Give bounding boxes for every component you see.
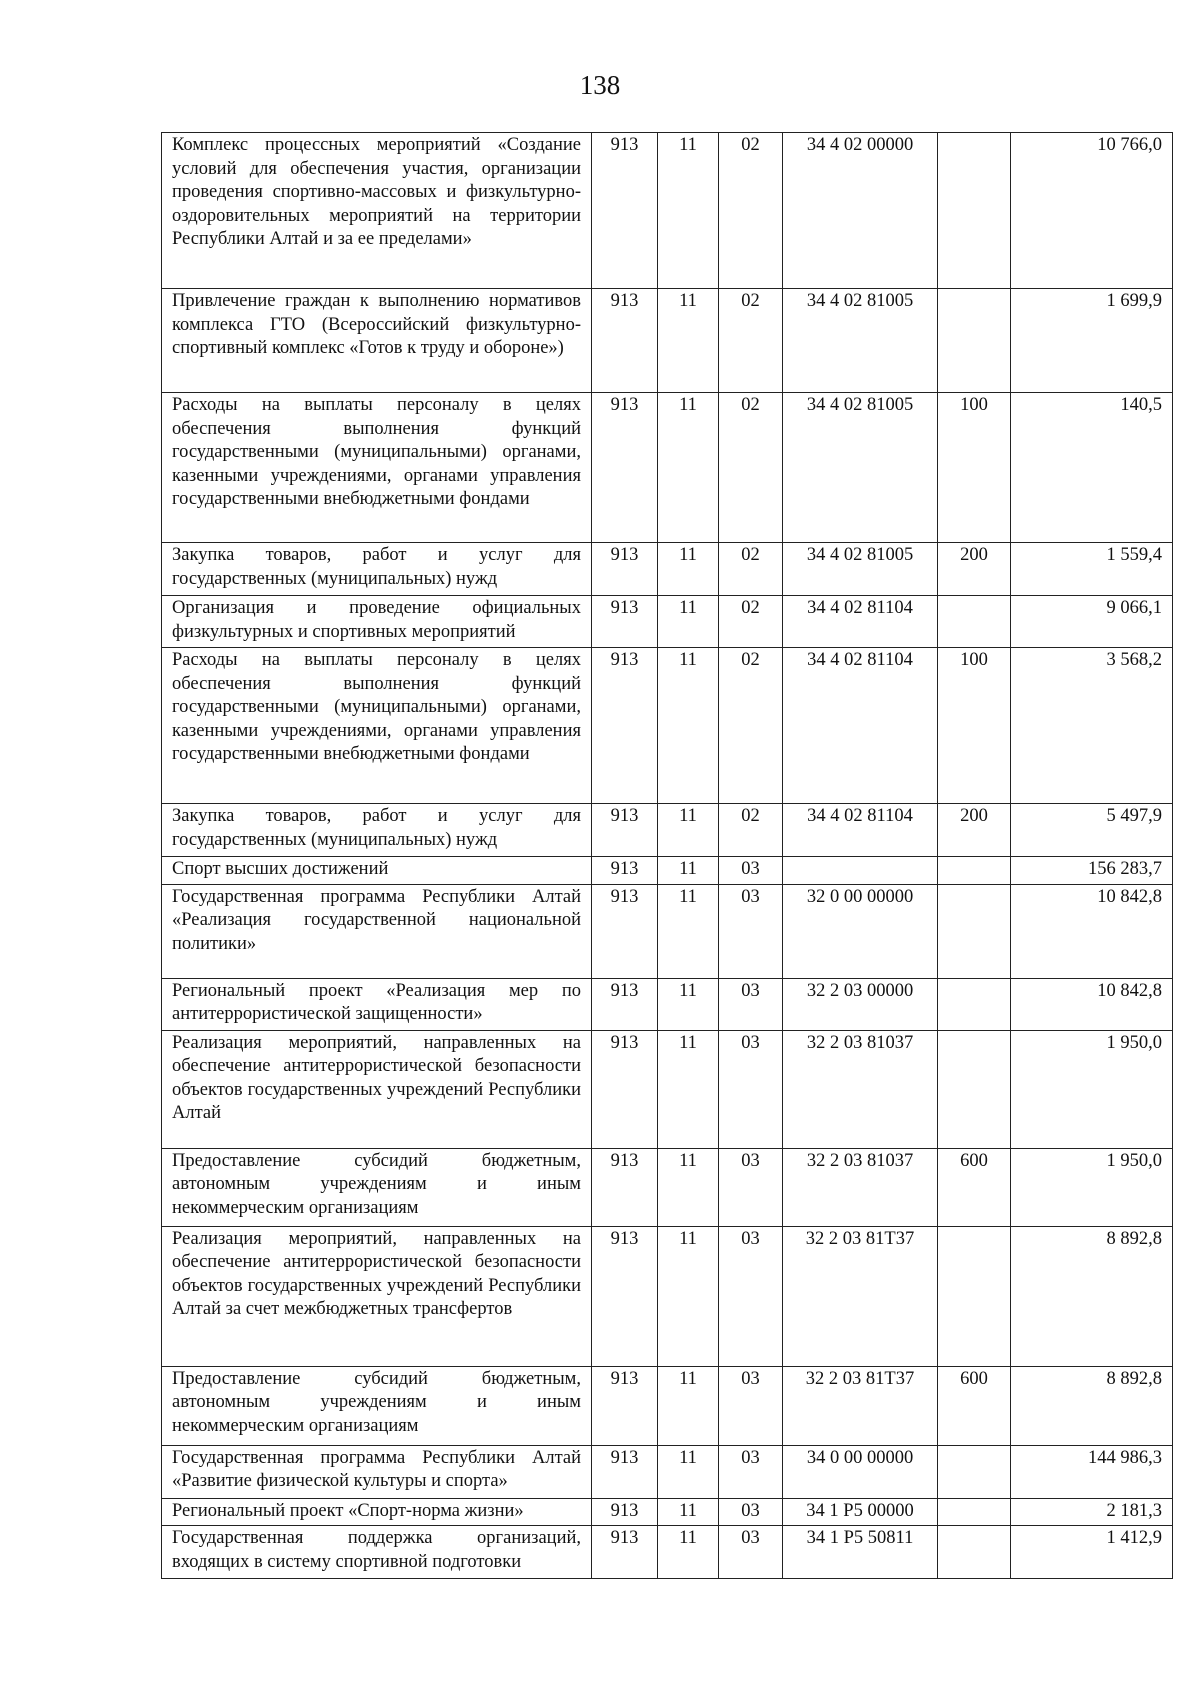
row-target-code: 34 1 P5 50811 — [783, 1526, 938, 1579]
row-ministry-code: 913 — [592, 543, 658, 596]
row-expense-type — [938, 1030, 1011, 1148]
row-target-code: 32 2 03 00000 — [783, 978, 938, 1030]
row-subsection-code: 03 — [719, 884, 783, 978]
row-subsection-code: 03 — [719, 857, 783, 885]
row-expense-type — [938, 1445, 1011, 1498]
row-name: Расходы на выплаты персоналу в целях обеспечения выполнения функций государственными (муниципальными) органами, казенными учреждениями, органами управления государственными внебюджетными фондами — [162, 648, 592, 804]
row-subsection-code: 03 — [719, 1148, 783, 1226]
row-amount: 5 497,9 — [1011, 804, 1173, 857]
row-target-code: 34 4 02 00000 — [783, 133, 938, 289]
row-ministry-code: 913 — [592, 393, 658, 543]
row-target-code: 32 2 03 81Т37 — [783, 1366, 938, 1445]
table-row — [162, 1148, 1173, 1226]
row-amount: 2 181,3 — [1011, 1498, 1173, 1526]
row-subsection-code: 03 — [719, 1366, 783, 1445]
budget-table-body — [162, 133, 1173, 1579]
row-subsection-code: 02 — [719, 393, 783, 543]
table-row — [162, 543, 1173, 596]
row-amount: 1 950,0 — [1011, 1148, 1173, 1226]
row-name: Привлечение граждан к выполнению нормативов комплекса ГТО (Всероссийский физкультурно-спортивный комплекс «Готов к труду и обороне») — [162, 289, 592, 393]
row-expense-type — [938, 1498, 1011, 1526]
table-row — [162, 804, 1173, 857]
row-target-code: 34 4 02 81005 — [783, 393, 938, 543]
table-row — [162, 978, 1173, 1030]
row-ministry-code: 913 — [592, 289, 658, 393]
row-name: Расходы на выплаты персоналу в целях обеспечения выполнения функций государственными (муниципальными) органами, казенными учреждениями, органами управления государственными внебюджетными фондами — [162, 393, 592, 543]
table-row — [162, 1498, 1173, 1526]
row-ministry-code: 913 — [592, 1366, 658, 1445]
table-row — [162, 1526, 1173, 1579]
row-expense-type — [938, 133, 1011, 289]
row-expense-type — [938, 289, 1011, 393]
table-row — [162, 884, 1173, 978]
row-target-code: 34 1 P5 00000 — [783, 1498, 938, 1526]
row-expense-type — [938, 978, 1011, 1030]
row-name: Предоставление субсидий бюджетным, автономным учреждениям и иным некоммерческим организациям — [162, 1366, 592, 1445]
row-section-code: 11 — [658, 1498, 719, 1526]
row-section-code: 11 — [658, 978, 719, 1030]
row-name: Региональный проект «Спорт-норма жизни» — [162, 1498, 592, 1526]
row-ministry-code: 913 — [592, 1030, 658, 1148]
page-number: 138 — [579, 70, 621, 100]
row-subsection-code: 02 — [719, 543, 783, 596]
row-section-code: 11 — [658, 1445, 719, 1498]
row-name: Предоставление субсидий бюджетным, автономным учреждениям и иным некоммерческим организациям — [162, 1148, 592, 1226]
row-target-code: 32 0 00 00000 — [783, 884, 938, 978]
row-name: Региональный проект «Реализация мер по антитеррористической защищенности» — [162, 978, 592, 1030]
table-row — [162, 133, 1173, 289]
row-subsection-code: 03 — [719, 1498, 783, 1526]
row-amount: 9 066,1 — [1011, 596, 1173, 648]
row-expense-type: 200 — [938, 804, 1011, 857]
table-row — [162, 648, 1173, 804]
row-subsection-code: 03 — [719, 978, 783, 1030]
row-amount: 1 699,9 — [1011, 289, 1173, 393]
row-ministry-code: 913 — [592, 1526, 658, 1579]
row-section-code: 11 — [658, 393, 719, 543]
row-amount: 3 568,2 — [1011, 648, 1173, 804]
row-target-code: 34 4 02 81005 — [783, 289, 938, 393]
row-subsection-code: 02 — [719, 289, 783, 393]
row-section-code: 11 — [658, 596, 719, 648]
table-row — [162, 289, 1173, 393]
table-row — [162, 596, 1173, 648]
row-section-code: 11 — [658, 857, 719, 885]
row-subsection-code: 02 — [719, 596, 783, 648]
row-name: Реализация мероприятий, направленных на обеспечение антитеррористической безопасности объектов государственных учреждений Республики Алтай за счет межбюджетных трансфертов — [162, 1226, 592, 1366]
row-section-code: 11 — [658, 884, 719, 978]
row-subsection-code: 03 — [719, 1526, 783, 1579]
row-name: Государственная поддержка организаций, входящих в систему спортивной подготовки — [162, 1526, 592, 1579]
table-row — [162, 393, 1173, 543]
row-ministry-code: 913 — [592, 1148, 658, 1226]
row-section-code: 11 — [658, 1226, 719, 1366]
row-name: Закупка товаров, работ и услуг для государственных (муниципальных) нужд — [162, 804, 592, 857]
table-row — [162, 1445, 1173, 1498]
row-ministry-code: 913 — [592, 804, 658, 857]
row-target-code: 34 4 02 81104 — [783, 804, 938, 857]
row-name: Организация и проведение официальных физкультурных и спортивных мероприятий — [162, 596, 592, 648]
row-section-code: 11 — [658, 1148, 719, 1226]
row-expense-type: 200 — [938, 543, 1011, 596]
row-section-code: 11 — [658, 648, 719, 804]
row-expense-type — [938, 596, 1011, 648]
row-name: Государственная программа Республики Алтай «Развитие физической культуры и спорта» — [162, 1445, 592, 1498]
row-ministry-code: 913 — [592, 884, 658, 978]
row-expense-type — [938, 1226, 1011, 1366]
row-expense-type — [938, 884, 1011, 978]
row-expense-type — [938, 1526, 1011, 1579]
row-expense-type: 600 — [938, 1366, 1011, 1445]
row-name: Закупка товаров, работ и услуг для государственных (муниципальных) нужд — [162, 543, 592, 596]
row-name: Государственная программа Республики Алтай «Реализация государственной национальной политики» — [162, 884, 592, 978]
row-ministry-code: 913 — [592, 1498, 658, 1526]
row-expense-type: 600 — [938, 1148, 1011, 1226]
row-ministry-code: 913 — [592, 1226, 658, 1366]
row-expense-type: 100 — [938, 393, 1011, 543]
row-section-code: 11 — [658, 133, 719, 289]
row-amount: 1 950,0 — [1011, 1030, 1173, 1148]
row-section-code: 11 — [658, 543, 719, 596]
row-amount: 10 766,0 — [1011, 133, 1173, 289]
row-amount: 156 283,7 — [1011, 857, 1173, 885]
row-ministry-code: 913 — [592, 978, 658, 1030]
row-subsection-code: 02 — [719, 133, 783, 289]
row-subsection-code: 02 — [719, 804, 783, 857]
row-ministry-code: 913 — [592, 133, 658, 289]
row-target-code: 34 4 02 81005 — [783, 543, 938, 596]
row-amount: 8 892,8 — [1011, 1226, 1173, 1366]
row-name: Спорт высших достижений — [162, 857, 592, 885]
row-ministry-code: 913 — [592, 1445, 658, 1498]
row-name: Реализация мероприятий, направленных на обеспечение антитеррористической безопасности объектов государственных учреждений Республики Алтай — [162, 1030, 592, 1148]
row-target-code: 34 4 02 81104 — [783, 596, 938, 648]
row-ministry-code: 913 — [592, 857, 658, 885]
row-expense-type: 100 — [938, 648, 1011, 804]
row-section-code: 11 — [658, 1526, 719, 1579]
row-amount: 144 986,3 — [1011, 1445, 1173, 1498]
row-target-code: 32 2 03 81037 — [783, 1030, 938, 1148]
row-subsection-code: 03 — [719, 1445, 783, 1498]
row-section-code: 11 — [658, 1366, 719, 1445]
row-subsection-code: 03 — [719, 1226, 783, 1366]
row-target-code: 34 4 02 81104 — [783, 648, 938, 804]
row-name: Комплекс процессных мероприятий «Создание условий для обеспечения участия, организации проведения спортивно-массовых и физкультурно-оздоровительных мероприятий на территории Республики Алтай и за ее пределами» — [162, 133, 592, 289]
row-section-code: 11 — [658, 1030, 719, 1148]
row-subsection-code: 02 — [719, 648, 783, 804]
table-row — [162, 1030, 1173, 1148]
row-amount: 10 842,8 — [1011, 978, 1173, 1030]
table-row — [162, 1226, 1173, 1366]
row-target-code: 34 0 00 00000 — [783, 1445, 938, 1498]
row-ministry-code: 913 — [592, 596, 658, 648]
row-amount: 8 892,8 — [1011, 1366, 1173, 1445]
row-section-code: 11 — [658, 804, 719, 857]
row-amount: 140,5 — [1011, 393, 1173, 543]
row-section-code: 11 — [658, 289, 719, 393]
row-subsection-code: 03 — [719, 1030, 783, 1148]
row-target-code — [783, 857, 938, 885]
row-amount: 10 842,8 — [1011, 884, 1173, 978]
table-row — [162, 1366, 1173, 1445]
row-expense-type — [938, 857, 1011, 885]
row-target-code: 32 2 03 81Т37 — [783, 1226, 938, 1366]
row-amount: 1 412,9 — [1011, 1526, 1173, 1579]
row-ministry-code: 913 — [592, 648, 658, 804]
budget-table — [161, 132, 1173, 1579]
row-amount: 1 559,4 — [1011, 543, 1173, 596]
table-row — [162, 857, 1173, 885]
row-target-code: 32 2 03 81037 — [783, 1148, 938, 1226]
